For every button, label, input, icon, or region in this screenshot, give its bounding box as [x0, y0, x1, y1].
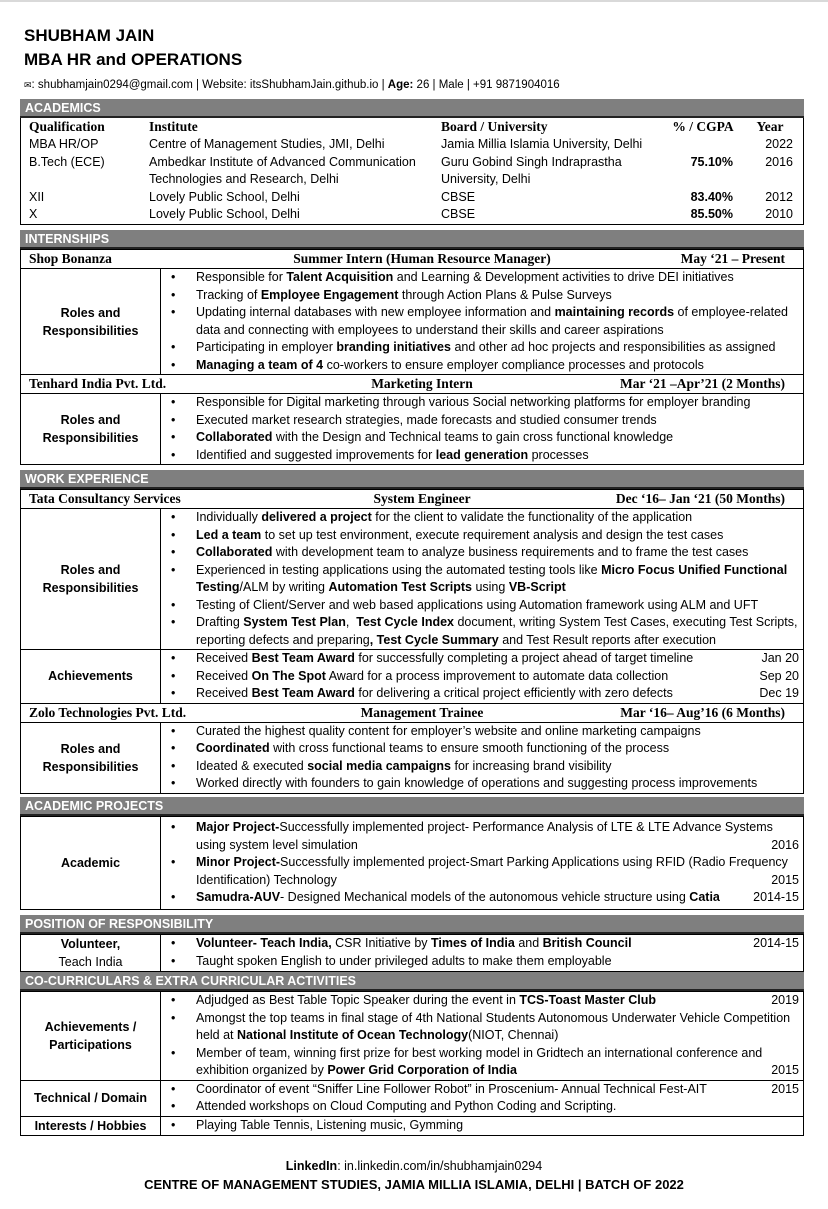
item-year: 2014-15 — [753, 936, 799, 950]
role-block — [20, 394, 804, 465]
list-item — [171, 447, 799, 465]
bullet-icon: • — [171, 1010, 176, 1025]
list-item — [171, 614, 799, 649]
list-item — [171, 527, 799, 545]
block-label: Roles and Responsibilities — [21, 269, 161, 374]
item-year: 2015 — [771, 1081, 799, 1096]
item-text: 2014-15 Volunteer- Teach India, CSR Initiative by Times of India and British Council — [196, 935, 799, 953]
bullet-icon: • — [171, 993, 176, 1007]
job-heading — [20, 250, 804, 269]
list-item — [171, 1010, 799, 1045]
item-text: Ideated & executed social media campaigns for increasing brand visibility — [196, 758, 612, 773]
item-text: Amongst the top teams in final stage of 4th National Students Autonomous Underwater Vehicle Competition held at National Institute of Ocean Technology(NIOT, Chennai) — [196, 1010, 791, 1042]
list-item — [171, 412, 799, 430]
section-heading: CO-CURRICULARS & EXTRA CURRICULAR ACTIVITIES — [20, 972, 804, 991]
block-label: Interests / Hobbies — [21, 1117, 161, 1135]
qualification-cell: MBA HR/OP — [29, 137, 99, 151]
list-item — [171, 269, 799, 287]
organization-name: Shop Bonanza — [29, 251, 112, 266]
item-text: Minor Project-Successfully implemented project-Smart Parking Applications using RFID (Radio Frequency Identification) Technology 2015 — [196, 854, 799, 889]
block-label: Technical / Domain — [21, 1081, 161, 1116]
item-text: Jan 20 Received Best Team Award for successfully completing a project ahead of target timeline — [196, 650, 799, 668]
organization-name: Tata Consultancy Services — [29, 491, 181, 506]
institute-cell: Lovely Public School, Delhi — [149, 189, 300, 204]
por-section — [20, 915, 804, 972]
list-item — [171, 544, 799, 562]
table-row — [21, 154, 803, 189]
bullet-icon: • — [171, 758, 176, 773]
grade-cell — [669, 136, 737, 154]
job-heading — [20, 375, 804, 394]
bullet-icon: • — [171, 1099, 176, 1113]
organization-name: Zolo Technologies Pvt. Ltd. — [29, 704, 187, 720]
qualification-cell: B.Tech (ECE) — [29, 154, 105, 169]
bullet-icon: • — [171, 562, 176, 577]
job-duration: Dec ‘16– Jan ‘21 (50 Months) — [615, 491, 785, 506]
block-label: Roles and Responsibilities — [21, 509, 161, 649]
bullet-list — [161, 650, 803, 703]
item-text: Curated the highest quality content for employer’s website and online marketing campaigns — [196, 723, 701, 738]
col-header: Qualification — [29, 119, 105, 134]
bullet-list — [161, 992, 803, 1080]
year-cell: 2022 — [765, 137, 793, 151]
item-text: Executed market research strategies, made forecasts and studied consumer trends — [196, 412, 657, 427]
item-year: 2014-15 — [753, 890, 799, 904]
bullet-icon: • — [171, 412, 176, 427]
job-heading — [20, 490, 804, 509]
bullet-icon: • — [171, 270, 176, 284]
item-text: Worked directly with founders to gain knowledge of operations and suggesting process improvements — [196, 776, 758, 790]
achievements-block — [20, 992, 804, 1081]
bullet-list — [161, 509, 803, 649]
item-text: Major Project-Successfully implemented project- Performance Analysis of LTE & LTE Advance Systems using system level simulation 2016 — [196, 819, 799, 854]
item-text: Dec 19 Received Best Team Award for delivering a critical project efficiently with zero defects — [196, 685, 799, 703]
institute-cell: Ambedkar Institute of Advanced Communication Technologies and Research, Delhi — [149, 154, 416, 186]
list-item — [171, 685, 799, 703]
bullet-list — [161, 269, 803, 374]
projects-section — [20, 797, 804, 910]
bullet-icon: • — [171, 1045, 176, 1060]
email-icon: ✉ — [24, 80, 32, 90]
list-item — [171, 758, 799, 776]
item-text: Individually delivered a project for the client to validate the functionality of the application — [196, 510, 693, 524]
block-label: Achievements — [21, 650, 161, 703]
contact-line — [24, 77, 560, 93]
board-cell: CBSE — [441, 189, 476, 204]
section-heading: ACADEMIC PROJECTS — [20, 797, 804, 816]
job-role: Marketing Intern — [371, 376, 473, 391]
year-cell: 2012 — [765, 189, 793, 204]
item-text: Member of team, winning first prize for best working model in Gridtech an international conference and exhibition organized by Power Grid Corporation of India 2015 — [196, 1045, 799, 1080]
table-row — [21, 189, 803, 207]
projects-block — [20, 817, 804, 910]
section-heading: WORK EXPERIENCE — [20, 470, 804, 489]
candidate-name: SHUBHAM JAIN — [24, 26, 155, 45]
linkedin-url[interactable]: : in.linkedin.com/in/shubhamjain0294 — [337, 1159, 543, 1173]
linkedin-label: LinkedIn — [285, 1159, 338, 1173]
item-text: Testing of Client/Server and web based applications using Automation framework using ALM and UFT — [196, 597, 759, 612]
item-text: 2019 Adjudged as Best Table Topic Speaker during the event in TCS-Toast Master Club — [196, 992, 799, 1010]
bullet-icon: • — [171, 395, 176, 409]
bullet-icon: • — [171, 615, 176, 629]
work-section — [20, 470, 804, 794]
table-row — [21, 206, 803, 224]
contact-rest: 26 | Male | +91 9871904016 — [413, 79, 560, 91]
list-item — [171, 304, 799, 339]
item-year: Jan 20 — [761, 651, 799, 665]
bullet-icon: • — [171, 936, 176, 950]
bullet-icon: • — [171, 723, 176, 738]
academics-table — [20, 118, 804, 225]
job-heading — [20, 704, 804, 723]
por-block — [20, 935, 804, 972]
list-item — [171, 562, 799, 597]
item-text: Collaborated with development team to analyze business requirements and to frame the test cases — [196, 545, 749, 559]
block-label: Roles and Responsibilities — [21, 394, 161, 464]
technical-block — [20, 1081, 804, 1117]
section-heading: INTERNSHIPS — [20, 230, 804, 249]
top-border — [0, 0, 828, 2]
item-text: Tracking of Employee Engagement through Action Plans & Pulse Surveys — [196, 287, 612, 302]
bullet-icon: • — [171, 545, 176, 559]
list-item — [171, 597, 799, 615]
footer — [0, 1157, 828, 1195]
bullet-icon: • — [171, 890, 176, 904]
item-text: Playing Table Tennis, Listening music, Gymming — [196, 1117, 464, 1132]
organization-name: Tenhard India Pvt. Ltd. — [29, 376, 167, 391]
item-year: 2019 — [771, 993, 799, 1007]
list-item — [171, 1117, 799, 1135]
list-item — [171, 819, 799, 854]
grade-cell: 75.10% — [690, 154, 733, 169]
bullet-list — [161, 817, 803, 909]
bullet-list — [161, 394, 803, 464]
item-text: Managing a team of 4 co-workers to ensure employer compliance processes and protocols — [196, 357, 704, 372]
job-duration: Mar ‘21 –Apr’21 (2 Months) — [620, 376, 785, 391]
institute-cell: Centre of Management Studies, JMI, Delhi — [149, 137, 385, 151]
year-cell: 2016 — [765, 154, 793, 169]
bullet-icon: • — [171, 340, 176, 354]
bullet-icon: • — [171, 527, 176, 542]
qualification-cell: X — [29, 207, 38, 221]
item-text: Sep 20 Received On The Spot Award for a process improvement to automate data collection — [196, 668, 799, 686]
item-year: Dec 19 — [759, 686, 799, 700]
item-text: Drafting System Test Plan, Test Cycle Index document, writing System Test Cases, executing Test Scripts, reporting defects and preparing, Test Cycle Summary and Test Result reports after execution — [196, 615, 798, 647]
item-text: Collaborated with the Design and Technical teams to gain cross functional knowledge — [196, 430, 674, 444]
item-text: Participating in employer branding initiatives and other ad hoc projects and responsibilities as assigned — [196, 340, 776, 354]
block-label: Academic — [21, 817, 161, 909]
bullet-list — [161, 1117, 803, 1135]
item-text: Responsible for Digital marketing through various Social networking platforms for employer branding — [196, 395, 751, 409]
achievements-block — [20, 650, 804, 704]
list-item — [171, 1081, 799, 1099]
list-item — [171, 339, 799, 357]
item-year: Sep 20 — [759, 668, 799, 683]
col-header: Board / University — [441, 119, 548, 134]
role-block — [20, 509, 804, 650]
grade-cell: 85.50% — [690, 207, 733, 221]
bullet-icon: • — [171, 1081, 176, 1096]
grade-cell: 83.40% — [690, 189, 733, 204]
bullet-icon: • — [171, 776, 176, 790]
item-year: 2016 — [771, 837, 799, 852]
item-text: Experienced in testing applications using the automated testing tools like Micro Focus Unified Functional Testing/ALM by writing Automation Test Scripts using VB-Script — [196, 562, 788, 594]
bullet-list — [161, 723, 803, 793]
item-text: 2015 Coordinator of event “Sniffer Line Follower Robot” in Proscenium- Annual Technical Fest-AIT — [196, 1081, 799, 1099]
bullet-icon: • — [171, 510, 176, 524]
qualification-cell: XII — [29, 189, 45, 204]
list-item — [171, 357, 799, 375]
list-item — [171, 854, 799, 889]
bullet-icon: • — [171, 305, 176, 319]
section-heading: ACADEMICS — [20, 99, 804, 118]
interests-block — [20, 1117, 804, 1136]
job-role: Summer Intern (Human Resource Manager) — [293, 251, 551, 266]
year-cell: 2010 — [765, 207, 793, 221]
board-cell: CBSE — [441, 207, 476, 221]
job-role: System Engineer — [373, 491, 471, 506]
job-role: Management Trainee — [360, 704, 484, 720]
item-text: Identified and suggested improvements for lead generation processes — [196, 447, 589, 462]
list-item — [171, 740, 799, 758]
list-item — [171, 509, 799, 527]
bullet-icon: • — [171, 1117, 176, 1132]
bullet-icon: • — [171, 287, 176, 302]
bullet-icon: • — [171, 820, 176, 834]
linkedin-line[interactable] — [0, 1157, 828, 1175]
list-item — [171, 723, 799, 741]
bullet-icon: • — [171, 741, 176, 755]
list-item — [171, 394, 799, 412]
internships-section — [20, 230, 804, 465]
table-row — [21, 136, 803, 154]
age-label: Age: — [387, 79, 414, 91]
table-header-row — [21, 118, 803, 136]
bullet-icon: • — [171, 447, 176, 462]
job-duration: Mar ‘16– Aug’16 (6 Months) — [620, 704, 785, 720]
bullet-icon: • — [171, 430, 176, 444]
bullet-icon: • — [171, 855, 176, 869]
item-year: 2015 — [771, 1063, 799, 1077]
board-cell: Guru Gobind Singh Indraprastha University, Delhi — [441, 154, 622, 186]
list-item — [171, 287, 799, 305]
bullet-icon: • — [171, 686, 176, 700]
item-text: Taught spoken English to under privileged adults to make them employable — [196, 953, 612, 968]
contact-email: : shubhamjain0294@gmail.com | Website: itsShubhamJain.github.io | — [31, 79, 388, 91]
bullet-list — [161, 1081, 803, 1116]
item-text: Attended workshops on Cloud Computing and Python Coding and Scripting. — [196, 1099, 617, 1113]
block-label: Volunteer, Teach India — [21, 935, 161, 971]
list-item — [171, 650, 799, 668]
col-header: Year — [756, 119, 784, 134]
resume-header — [24, 24, 560, 93]
bullet-icon: • — [171, 357, 176, 372]
list-item — [171, 889, 799, 907]
list-item — [171, 992, 799, 1010]
institute-cell: Lovely Public School, Delhi — [149, 207, 300, 221]
list-item — [171, 1098, 799, 1116]
block-label: Roles and Responsibilities — [21, 723, 161, 793]
item-year: 2015 — [771, 872, 799, 887]
candidate-program: MBA HR and OPERATIONS — [24, 50, 243, 69]
list-item — [171, 1045, 799, 1080]
col-header: Institute — [149, 119, 198, 134]
item-text: 2014-15 Samudra-AUV- Designed Mechanical models of the autonomous vehicle structure using Catia — [196, 889, 799, 907]
item-text: Updating internal databases with new employee information and maintaining records of employee-related data and connecting with employees to understand their skills and career aspirations — [196, 305, 788, 337]
list-item — [171, 668, 799, 686]
bullet-icon: • — [171, 597, 176, 612]
role-block — [20, 269, 804, 375]
bullet-icon: • — [171, 651, 176, 665]
role-block — [20, 723, 804, 794]
list-item — [171, 953, 799, 971]
item-text: Led a team to set up test environment, execute requirement analysis and design the test cases — [196, 527, 724, 542]
job-duration: May ‘21 – Present — [680, 251, 785, 266]
bullet-icon: • — [171, 953, 176, 968]
section-heading: POSITION OF RESPONSIBILITY — [20, 915, 804, 934]
academics-section — [20, 99, 804, 225]
bullet-list — [161, 935, 803, 971]
batch-line: CENTRE OF MANAGEMENT STUDIES, JAMIA MILLIA ISLAMIA, DELHI | BATCH OF 2022 — [144, 1177, 684, 1192]
item-text: Responsible for Talent Acquisition and Learning & Development activities to drive DEI initiatives — [196, 270, 734, 284]
block-label: Achievements / Participations — [21, 992, 161, 1080]
bullet-icon: • — [171, 668, 176, 683]
item-text: Coordinated with cross functional teams to ensure smooth functioning of the process — [196, 741, 670, 755]
board-cell: Jamia Millia Islamia University, Delhi — [441, 137, 643, 151]
list-item — [171, 775, 799, 793]
list-item — [171, 935, 799, 953]
list-item — [171, 429, 799, 447]
cocurricular-section — [20, 972, 804, 1136]
col-header: % / CGPA — [672, 119, 734, 134]
